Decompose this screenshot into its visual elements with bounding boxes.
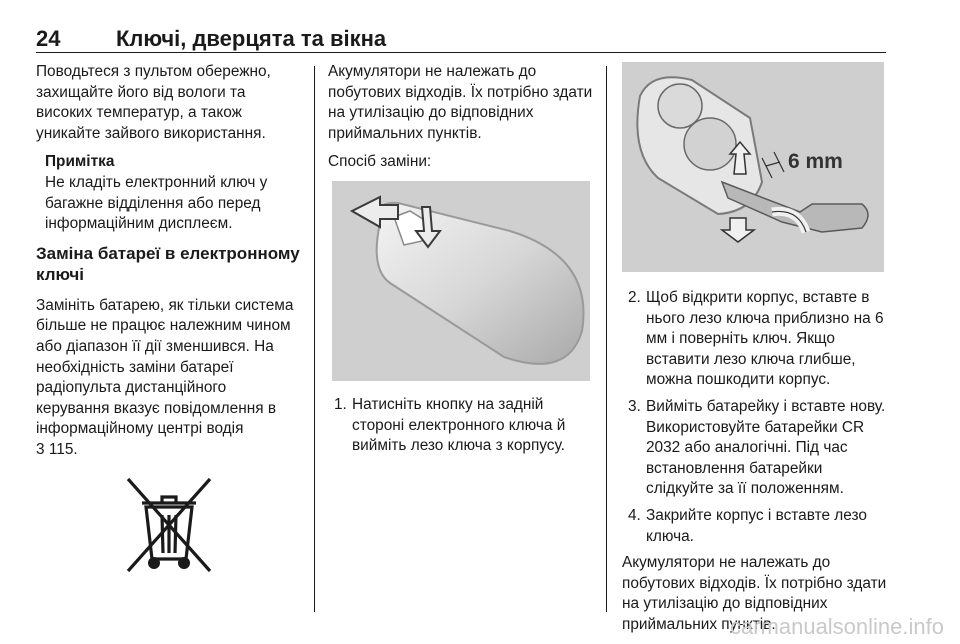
column-divider [606,66,607,612]
dimension-label: 6 mm [788,150,843,173]
column-divider [314,66,315,612]
list-item [328,395,596,457]
step-number: 4. [628,506,641,524]
key-fob-open-figure [622,62,884,272]
chapter-title: Ключі, дверцята та вікна [116,26,387,51]
column-right [622,62,888,644]
body-text: Замініть батарею, як тільки система більше не працює належним чином або діапазон її дії зменшився. На необхідність заміни батареї радіопульта дистанційного керування вказує повідомлення в інформаційному центрі водія [36,296,294,438]
step-number: 3. [628,397,641,415]
reference-arrow-icon: 3 [36,440,45,458]
steps-list-1 [328,395,596,457]
page-number: 24 [36,26,61,51]
method-label: Спосіб заміни: [328,153,432,171]
header-rule [36,52,886,53]
disposal-paragraph: Акумулятори не належать до побутових відходів. Їх потрібно здати на утилізацію до відповідних приймальних пунктів. [328,63,593,142]
step-text: Щоб відкрити корпус, вставте в нього лезо ключа приблизно на 6 мм і поверніть ключ. Якщо вставити лезо ключа глибше, можна пошкодити корпус. [646,289,884,389]
step-number: 2. [628,289,641,306]
disposal-paragraph: Акумулятори не належать до побутових відходів. Їх потрібно здати на утилізацію до відповідних приймальних пунктів. [622,554,887,633]
steps-list-2 [622,288,888,547]
list-item [622,506,888,547]
recycle-bin-crossed-icon [124,473,214,575]
page-reference[interactable] [36,440,302,461]
column-left [36,62,302,575]
list-item [622,397,888,500]
section-heading: Заміна батареї в електронному ключі [36,243,300,285]
reference-page: 115. [48,440,78,458]
note-box [36,152,302,234]
note-text: Не кладіть електронний ключ у багажне відділення або перед інформаційним дисплеєм. [45,173,268,233]
watermark: carmanualsonline.info [729,614,944,639]
list-item [622,288,888,391]
column-middle [328,62,596,463]
key-fob-figure [332,181,590,381]
intro-paragraph: Поводьтеся з пультом обережно, захищайте його від вологи та високих температур, а також уникайте зайвого використання. [36,63,271,142]
step-text: Натисніть кнопку на задній стороні електронного ключа й вийміть лезо ключа з корпусу. [352,395,566,455]
body-paragraph [36,296,302,440]
step-text: Вийміть батарейку і вставте нову. Використовуйте батарейки CR 2032 або аналогічні. Під час встановлення батарейки слідкуйте за її положенням. [646,397,886,498]
note-title: Примітка [45,153,115,171]
step-number: 1. [334,395,347,413]
step-text: Закрийте корпус і вставте лезо ключа. [646,506,867,545]
